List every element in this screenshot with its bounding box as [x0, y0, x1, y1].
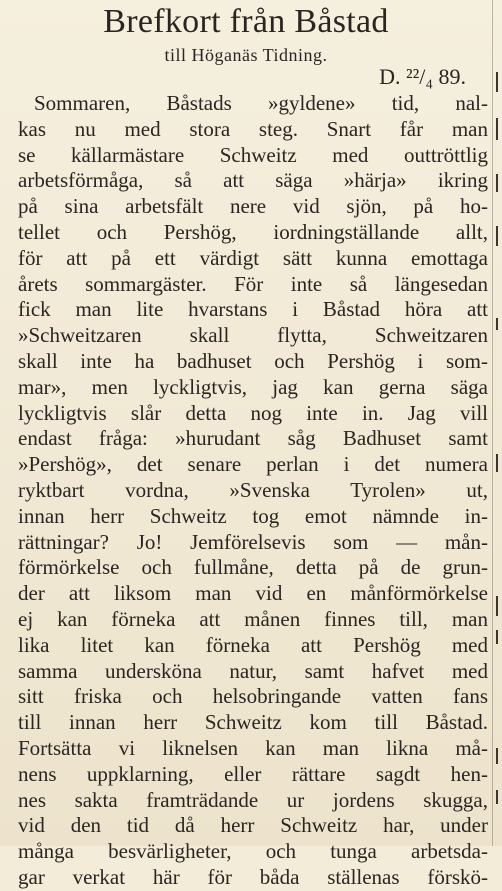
- body-line: förmörkelse och fullmåne, detta på de grun-: [18, 555, 488, 580]
- body-line: rättningar? Jo! Jemförelsevis som — mån-: [18, 529, 488, 554]
- body-line: tellet och Pershög, iordningställande allt,: [18, 219, 488, 244]
- body-line: skall inte ha badhuset och Pershög i som-: [18, 348, 488, 373]
- body-line: endast fråga: »hurudant såg Badhuset samt: [18, 426, 488, 451]
- body-line: till innan herr Schweitz kom till Båstad.: [18, 710, 488, 735]
- body-line: lika litet kan förneka att Pershög med: [18, 632, 488, 657]
- body-line: många besvärligheter, och tunga arbetsda-: [18, 839, 488, 864]
- body-line: kas nu med stora steg. Snart får man: [18, 116, 488, 141]
- body-line: mar», men lyckligtvis, jag kan gerna säga: [18, 374, 488, 399]
- article-subtitle: till Höganäs Tidning.: [164, 45, 328, 65]
- body-line: Fortsätta vi liknelsen kan man likna må-: [18, 735, 488, 760]
- body-line: på sina arbetsfält nere vid sjön, på ho-: [18, 194, 488, 219]
- body-line: innan herr Schweitz tog emot nämnde in-: [18, 503, 488, 528]
- article-title: Brefkort från Båstad: [103, 3, 389, 40]
- body-line: Sommaren, Båstads »gyldene» tid, nal-: [34, 91, 488, 115]
- body-line: ryktbart vordna, »Svenska Tyrolen» ut,: [18, 477, 488, 502]
- body-line: nes sakta framträdande ur jordens skugga,: [18, 787, 488, 812]
- article-body: [18, 91, 488, 891]
- body-line: för att på ett värdigt sätt kunna emottaga: [18, 245, 488, 270]
- body-line: årets sommargäster. För inte så längesedan: [18, 271, 488, 296]
- article-dateline: D. ²²/₄ 89.: [379, 64, 466, 89]
- body-line: lyckligtvis slår detta nog inte in. Jag vill: [18, 400, 488, 425]
- body-line: ej kan förneka att månen finnes till, man: [18, 606, 488, 631]
- body-line: »Schweitzaren skall flytta, Schweitzaren: [18, 323, 488, 348]
- body-line: samma undersköna natur, samt hafvet med: [18, 658, 488, 683]
- body-line: se källarmästare Schweitz med outtröttlig: [18, 142, 488, 167]
- body-line: der att liksom man vid en månförmörkelse: [18, 581, 488, 606]
- body-line: fick man lite hvarstans i Båstad höra att: [18, 297, 488, 322]
- body-line: arbetsförmåga, så att säga »härja» ikring: [18, 168, 488, 193]
- body-line: »Pershög», det senare perlan i det numera: [18, 452, 488, 477]
- body-line: vid den tid då herr Schweitz har, under: [18, 813, 488, 838]
- body-line: nens uppklarning, eller rättare sagdt hen-: [18, 761, 488, 786]
- adjacent-column-edge: [493, 0, 502, 846]
- body-line: gar verkat här för båda ställenas förskö-: [18, 864, 488, 889]
- body-line: sitt friska och helsobringande vatten fans: [18, 684, 488, 709]
